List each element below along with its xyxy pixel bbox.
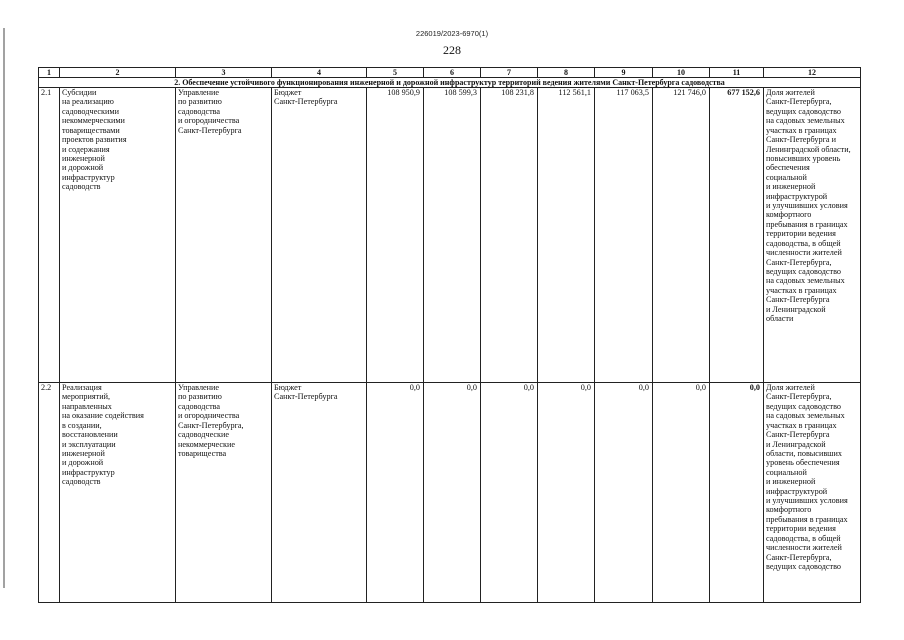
text-line: на садовых земельных [766, 276, 845, 286]
text-line: Санкт-Петербурга [766, 295, 830, 305]
text-line: Санкт-Петербурга [274, 97, 338, 107]
row-number: 2.2 [39, 383, 60, 603]
text-line: Ленинградской области, [766, 144, 851, 154]
text-line: товарищества [178, 448, 227, 458]
col-header-7: 7 [481, 68, 538, 78]
text-line: и Ленинградской [766, 304, 826, 314]
text-line: по развитию [178, 392, 222, 402]
text-line: некоммерческие [178, 439, 235, 449]
text-line: Санкт-Петербурга, [766, 257, 832, 267]
scan-edge-line [3, 28, 5, 588]
text-line: области, повысивших [766, 448, 842, 458]
text-line: Субсидии [62, 88, 97, 97]
value-col-8: 0,0 [538, 383, 595, 603]
measure-name [60, 88, 176, 383]
value-col-10: 121 746,0 [653, 88, 710, 383]
text-line: и эксплуатации [62, 439, 116, 449]
value-col-6: 0,0 [424, 383, 481, 603]
measure-name [60, 383, 176, 603]
text-line: ведущих садоводство [766, 401, 842, 411]
text-line: инфраструктур [62, 172, 115, 182]
text-line: Управление [178, 383, 220, 392]
text-line: инфраструктурой [766, 191, 828, 201]
text-line: Управление [178, 88, 220, 97]
text-line: и улучшивших условия [766, 201, 848, 211]
text-line: садоводств [62, 477, 101, 487]
text-line: социальной [766, 467, 807, 477]
col-header-3: 3 [176, 68, 272, 78]
text-line: повысивших уровень [766, 153, 841, 163]
text-line: по развитию [178, 97, 222, 107]
funding-source [272, 383, 367, 603]
text-line: Санкт-Петербурга, [766, 552, 832, 562]
document-id: 226019/2023-6970(1) [415, 29, 489, 38]
text-line: некоммерческими [62, 116, 125, 126]
text-line: и инженерной [766, 182, 816, 192]
text-line: садоводства, в общей [766, 533, 841, 543]
text-line: пребывания в границах [766, 514, 848, 524]
text-line: на садовых земельных [766, 411, 845, 421]
text-line: на оказание содействия [62, 411, 144, 421]
text-line: области [766, 314, 794, 324]
text-line: ведущих садоводство [766, 562, 842, 572]
text-line: ведущих садоводство [766, 106, 842, 116]
funding-source [272, 88, 367, 383]
text-line: и содержания [62, 144, 110, 154]
section-title: 2. Обеспечение устойчивого функционирования инженерной и дорожной инфраструктур территорий ведения жителями Санкт-Петербурга садоводства [39, 78, 861, 88]
row-number: 2.1 [39, 88, 60, 383]
text-line: Реализация [62, 383, 102, 392]
text-line: и дорожной [62, 163, 104, 173]
text-line: территории ведения [766, 229, 836, 239]
text-line: инфраструктур [62, 467, 115, 477]
indicator-text [764, 383, 861, 603]
text-line: Санкт-Петербурга [766, 430, 830, 440]
executor [176, 88, 272, 383]
text-line: участках в границах [766, 285, 837, 295]
text-line: Доля жителей [766, 88, 815, 97]
section-row [39, 78, 861, 88]
text-line: социальной [766, 172, 807, 182]
text-line: численности жителей [766, 543, 842, 553]
value-total: 0,0 [710, 383, 764, 603]
text-line: на садовых земельных [766, 116, 845, 126]
text-line: садоводческими [62, 106, 119, 116]
text-line: ведущих садоводство [766, 267, 842, 277]
text-line: Санкт-Петербурга и [766, 135, 836, 145]
value-col-10: 0,0 [653, 383, 710, 603]
text-line: инфраструктурой [766, 486, 828, 496]
text-line: обеспечения [766, 163, 810, 173]
text-line: садоводства [178, 106, 221, 116]
indicator-text [764, 88, 861, 383]
text-line: участках в границах [766, 420, 837, 430]
text-line: Бюджет [274, 383, 302, 392]
text-line: и дорожной [62, 458, 104, 468]
text-line: комфортного [766, 505, 812, 515]
col-header-9: 9 [595, 68, 653, 78]
text-line: Санкт-Петербурга, [766, 97, 832, 107]
text-line: направленных [62, 401, 112, 411]
program-table [38, 67, 861, 603]
col-header-2: 2 [60, 68, 176, 78]
col-header-6: 6 [424, 68, 481, 78]
text-line: проектов развития [62, 135, 127, 145]
table-row [39, 383, 861, 603]
text-line: и Ленинградской [766, 439, 826, 449]
value-total: 677 152,6 [710, 88, 764, 383]
table-row [39, 88, 861, 383]
text-line: Санкт-Петербурга [274, 392, 338, 402]
col-header-11: 11 [710, 68, 764, 78]
value-col-7: 0,0 [481, 383, 538, 603]
text-line: участках в границах [766, 125, 837, 135]
value-col-5: 0,0 [367, 383, 424, 603]
text-line: садоводческие [178, 430, 230, 440]
value-col-5: 108 950,9 [367, 88, 424, 383]
text-line: на реализацию [62, 97, 114, 107]
text-line: мероприятий, [62, 392, 111, 402]
text-line: Санкт-Петербурга, [178, 420, 244, 430]
executor [176, 383, 272, 603]
text-line: Санкт-Петербурга, [766, 392, 832, 402]
text-line: товариществами [62, 125, 120, 135]
value-col-9: 0,0 [595, 383, 653, 603]
text-line: Санкт-Петербурга [178, 125, 242, 135]
col-header-4: 4 [272, 68, 367, 78]
value-col-8: 112 561,1 [538, 88, 595, 383]
text-line: численности жителей [766, 248, 842, 258]
text-line: садоводства, в общей [766, 238, 841, 248]
text-line: Доля жителей [766, 383, 815, 392]
col-header-10: 10 [653, 68, 710, 78]
table-header-row [39, 68, 861, 78]
text-line: пребывания в границах [766, 219, 848, 229]
text-line: уровень обеспечения [766, 458, 840, 468]
value-col-7: 108 231,8 [481, 88, 538, 383]
col-header-1: 1 [39, 68, 60, 78]
text-line: территории ведения [766, 524, 836, 534]
text-line: Бюджет [274, 88, 302, 97]
text-line: инженерной [62, 448, 105, 458]
value-col-9: 117 063,5 [595, 88, 653, 383]
text-line: комфортного [766, 210, 812, 220]
col-header-12: 12 [764, 68, 861, 78]
page-number: 228 [443, 43, 461, 57]
text-line: и огородничества [178, 116, 240, 126]
text-line: и улучшивших условия [766, 496, 848, 506]
col-header-5: 5 [367, 68, 424, 78]
text-line: инженерной [62, 153, 105, 163]
text-line: восстановлении [62, 430, 118, 440]
text-line: садоводства [178, 401, 221, 411]
text-line: и огородничества [178, 411, 240, 421]
text-line: садоводств [62, 182, 101, 192]
col-header-8: 8 [538, 68, 595, 78]
value-col-6: 108 599,3 [424, 88, 481, 383]
text-line: и инженерной [766, 477, 816, 487]
text-line: в создании, [62, 420, 102, 430]
